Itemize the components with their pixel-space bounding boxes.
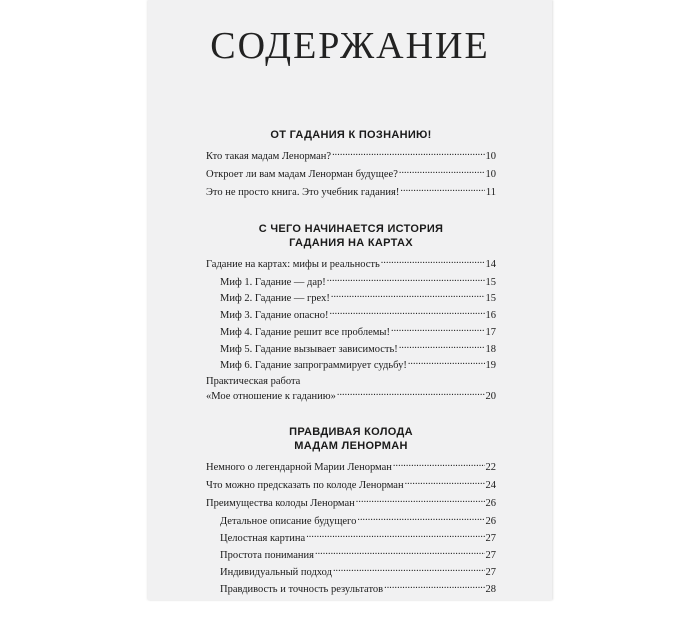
dot-leader	[384, 582, 484, 592]
dot-leader	[357, 514, 484, 524]
toc-page-number: 27	[485, 533, 496, 545]
dot-leader	[399, 342, 485, 352]
toc-entry-practical[interactable]	[206, 375, 496, 403]
toc-subentry[interactable]	[206, 531, 496, 546]
dot-leader	[337, 389, 485, 399]
toc-entry[interactable]	[206, 478, 496, 493]
toc-page-number: 15	[485, 276, 496, 288]
toc-entry[interactable]	[206, 460, 496, 475]
toc-entry-label: Миф 6. Гадание запрограммирует судьбу!	[220, 360, 407, 372]
toc-page-number: 16	[485, 310, 496, 322]
toc-subentry[interactable]	[206, 342, 496, 357]
toc-page-number: 11	[485, 186, 496, 198]
toc-subentry[interactable]	[206, 275, 496, 290]
toc-entry-label: Это не просто книга. Это учебник гадания!	[206, 186, 400, 198]
toc-entry-label: Целостная картина	[220, 533, 306, 545]
dot-leader	[408, 358, 485, 368]
toc-subentry[interactable]	[206, 565, 496, 580]
toc-subentry[interactable]	[206, 308, 496, 323]
toc-page-number: 19	[485, 360, 496, 372]
toc-entry[interactable]	[206, 167, 496, 182]
toc-page-number: 27	[485, 566, 496, 578]
section-heading-line: ОТ ГАДАНИЯ К ПОЗНАНИЮ!	[270, 129, 432, 141]
page-title: СОДЕРЖАНИЕ	[210, 25, 490, 67]
toc-page-number: 14	[485, 258, 496, 270]
toc-subentry[interactable]	[206, 325, 496, 340]
toc-page-number: 18	[485, 343, 496, 355]
toc-entry-label: Миф 5. Гадание вызывает зависимость!	[220, 343, 398, 355]
toc-page-number: 27	[485, 549, 496, 561]
toc-page-number: 20	[485, 390, 496, 402]
section-heading-line: ПРАВДИВАЯ КОЛОДА	[289, 426, 413, 439]
dot-leader	[315, 548, 485, 558]
toc-subentry[interactable]	[206, 358, 496, 373]
toc-entry-label: Гадание на картах: мифы и реальность	[206, 258, 380, 270]
section-heading-line: МАДАМ ЛЕНОРМАН	[294, 440, 408, 453]
toc-page-number: 15	[485, 293, 496, 305]
dot-leader	[332, 149, 484, 159]
toc-entry-label: «Мое отношение к гаданию»	[206, 390, 336, 402]
toc-entry-label: Правдивость и точность результатов	[220, 583, 384, 595]
section-heading-line: С ЧЕГО НАЧИНАЕТСЯ ИСТОРИЯ	[258, 222, 444, 235]
dot-leader	[405, 478, 485, 488]
section-heading-line: ГАДАНИЯ НА КАРТАХ	[289, 236, 413, 249]
toc-section-3	[206, 425, 496, 596]
toc-section-1	[206, 128, 496, 200]
toc-page-number: 10	[485, 151, 496, 162]
toc-entry-label: Простота понимания	[220, 549, 314, 561]
toc-entry-label: Практическая работа	[206, 376, 301, 388]
toc-entry[interactable]	[206, 149, 496, 164]
toc-page-number: 22	[485, 462, 496, 474]
toc-subentry[interactable]	[206, 548, 496, 563]
dot-leader	[306, 531, 484, 541]
toc-entry-label: Миф 3. Гадание опасно!	[220, 310, 329, 322]
toc-subentry[interactable]	[206, 291, 496, 306]
toc-entry-label: Немного о легендарной Марии Ленорман	[206, 462, 392, 474]
dot-leader	[393, 460, 485, 470]
toc-page-number: 24	[485, 480, 496, 492]
toc-page-number: 10	[485, 168, 496, 180]
toc-page-number: 28	[485, 583, 496, 595]
section-heading	[206, 128, 496, 142]
table-of-contents	[206, 128, 496, 618]
toc-entry-label: Миф 2. Гадание — грех!	[220, 293, 330, 305]
toc-page-number: 17	[485, 326, 496, 338]
dot-leader	[400, 185, 485, 195]
toc-entry-line	[206, 389, 496, 404]
toc-entry-label: Индивидуальный подход	[220, 566, 332, 578]
dot-leader	[331, 291, 485, 301]
dot-leader	[356, 496, 485, 506]
toc-page-number: 26	[485, 516, 496, 528]
toc-entry[interactable]	[206, 185, 496, 200]
dot-leader	[381, 257, 485, 267]
section-heading	[206, 222, 496, 250]
section-heading	[206, 425, 496, 453]
toc-subentry[interactable]	[206, 582, 496, 597]
toc-entry-label: Миф 1. Гадание — дар!	[220, 276, 326, 288]
book-page	[148, 0, 552, 600]
toc-entry[interactable]	[206, 496, 496, 511]
toc-entry-label: Откроет ли вам мадам Ленорман будущее?	[206, 168, 398, 180]
toc-subentry[interactable]	[206, 514, 496, 529]
toc-page-number: 26	[485, 498, 496, 510]
toc-entry-label: Детальное описание будущего	[220, 516, 357, 528]
dot-leader	[327, 275, 485, 285]
toc-section-2	[206, 222, 496, 404]
dot-leader	[329, 308, 484, 318]
dot-leader	[391, 325, 485, 335]
toc-entry-label: Что можно предсказать по колоде Ленорман	[206, 480, 404, 492]
dot-leader	[399, 167, 485, 177]
toc-entry-label: Кто такая мадам Ленорман?	[206, 151, 332, 162]
dot-leader	[333, 565, 485, 575]
toc-entry-label: Преимущества колоды Ленорман	[206, 498, 355, 510]
toc-entry-label: Миф 4. Гадание решит все проблемы!	[220, 326, 390, 338]
toc-entry[interactable]	[206, 257, 496, 272]
